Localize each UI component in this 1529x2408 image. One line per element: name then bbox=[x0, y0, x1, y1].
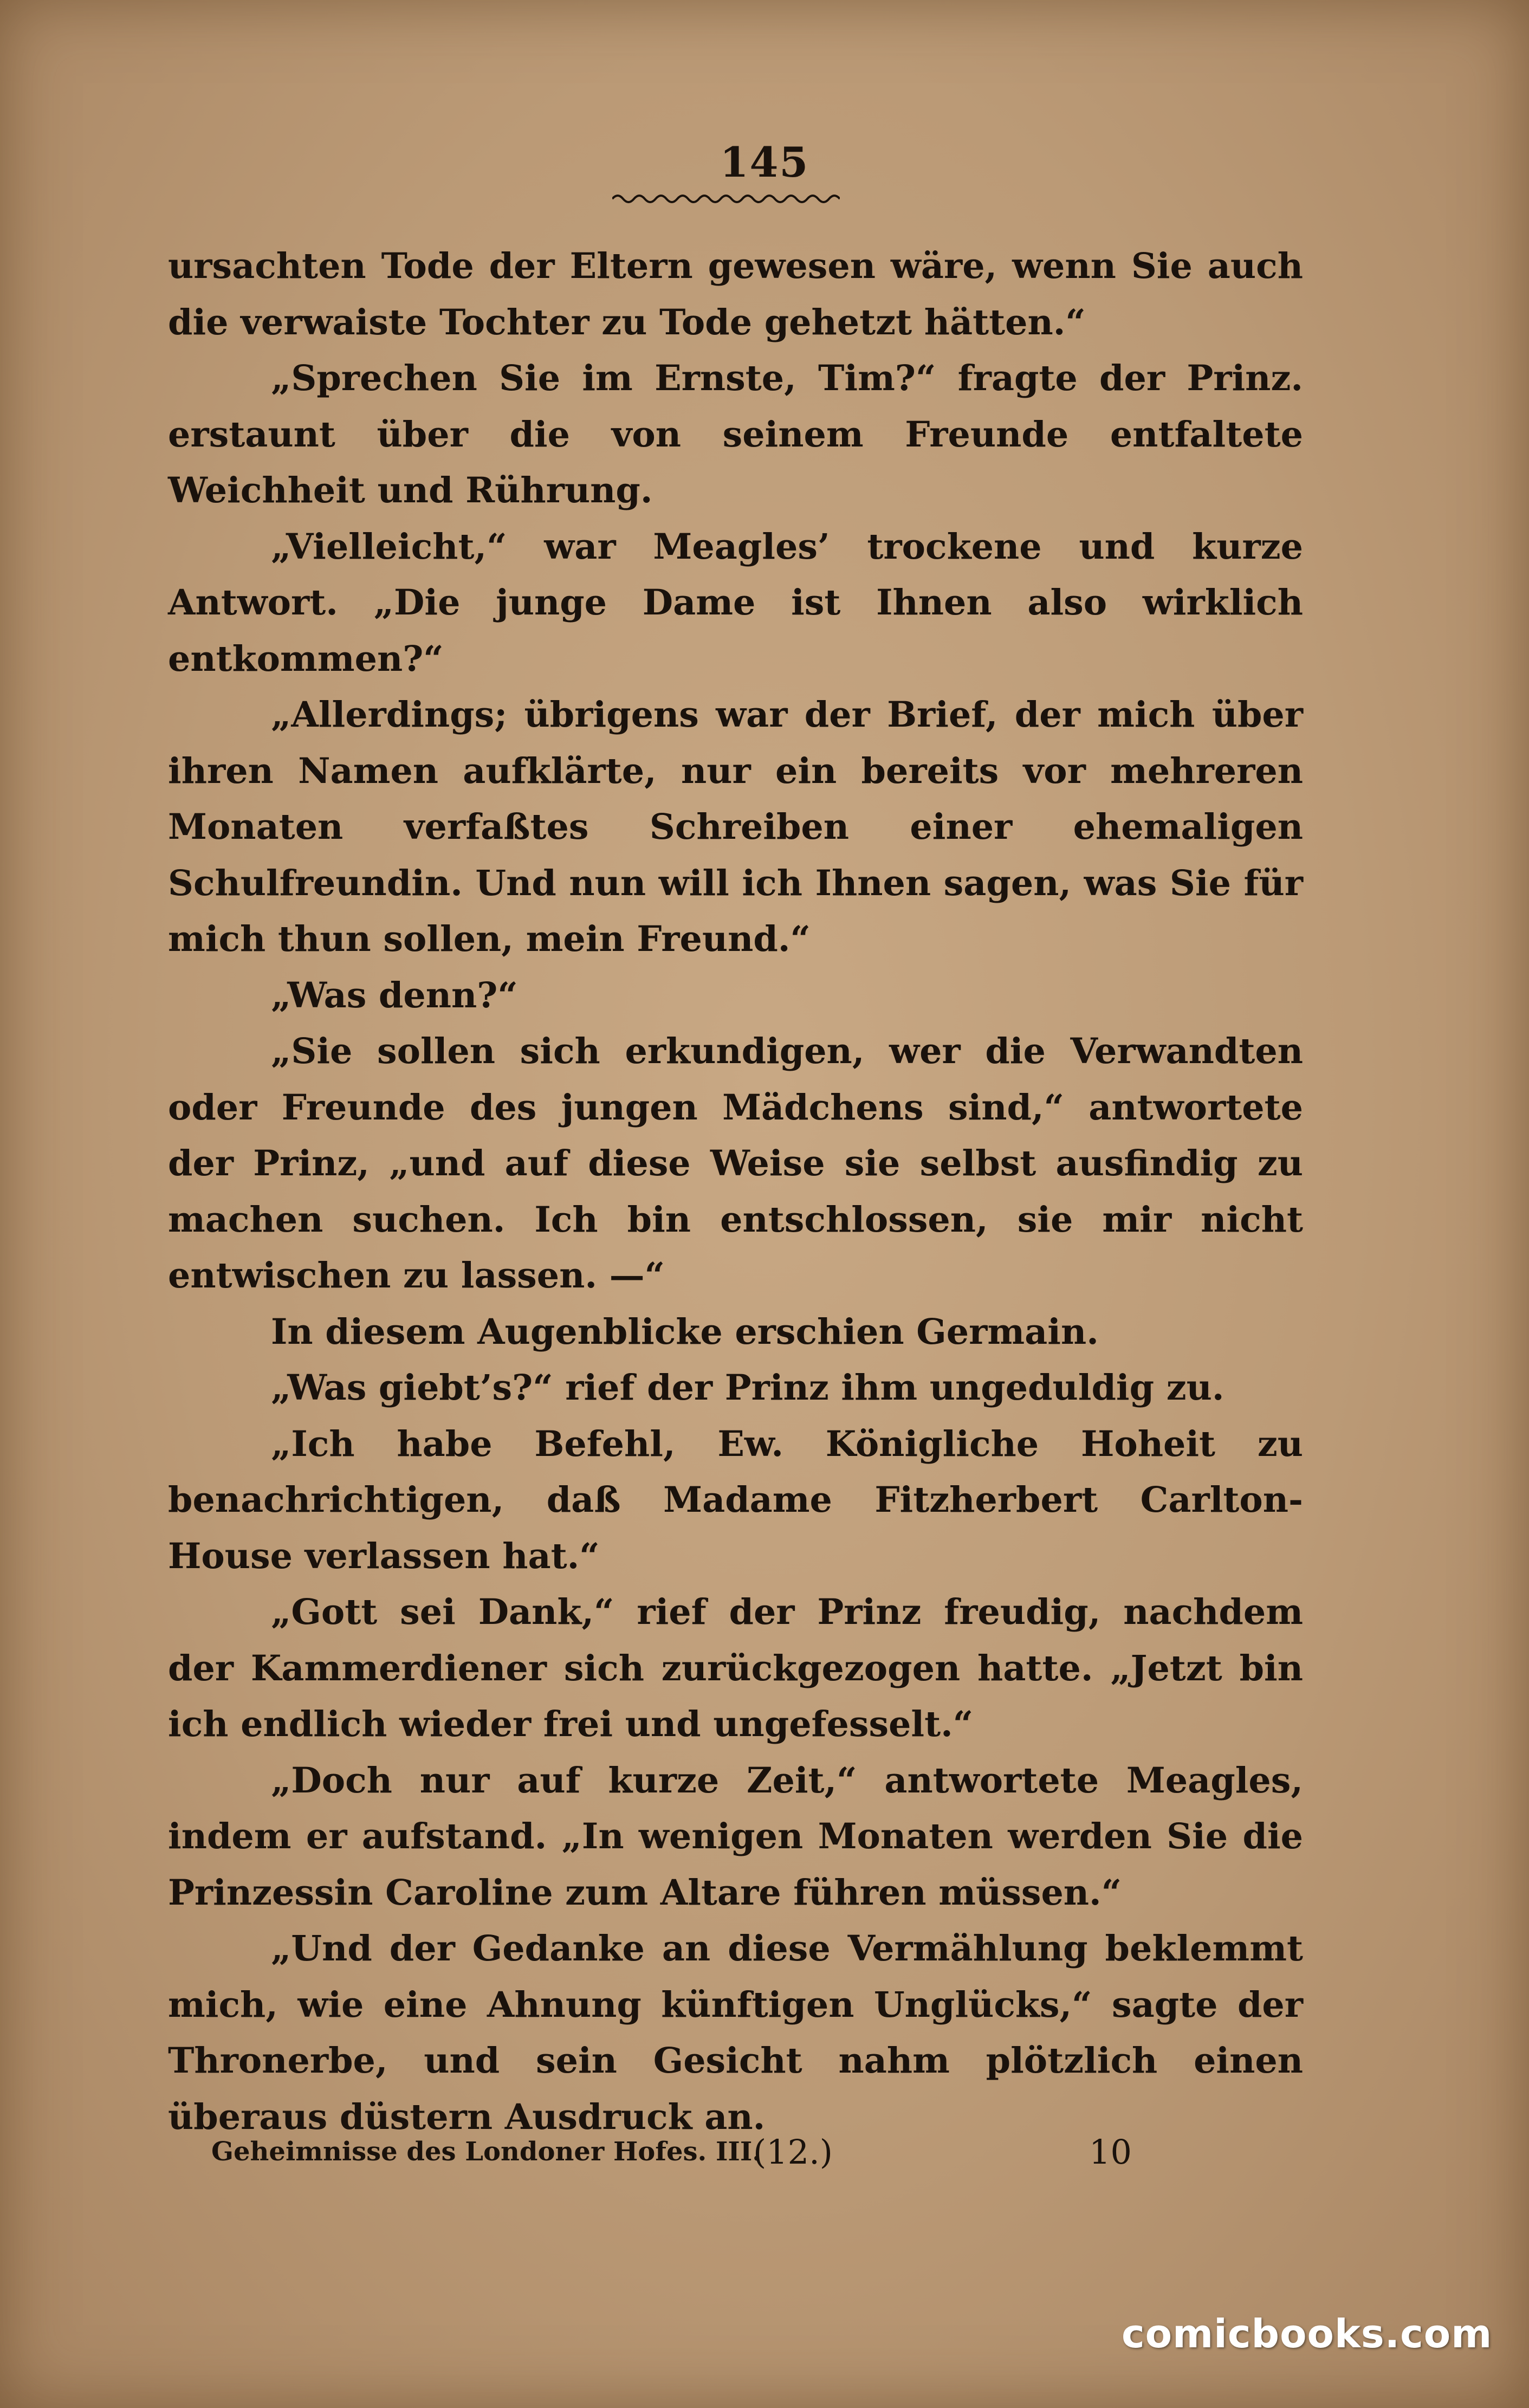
footer-book-title: Geheimnisse des Londoner Hofes. III. bbox=[211, 2137, 762, 2167]
wavy-ornament-divider bbox=[612, 191, 840, 207]
paragraph: In diesem Augenblicke erschien Germain. bbox=[271, 1311, 1099, 1352]
paragraph: „Und der Gedanke an diese Vermählung beklemmt mich, wie eine Ahnung künftigen Unglücks,“ sagte der Thronerbe, und sein Gesicht nahm plötzlich einen überaus düstern Ausdruck an. bbox=[168, 1928, 1303, 2138]
paragraph: ursachten Tode der Eltern gewesen wäre, wenn Sie auch die verwaiste Tochter zu Tode gehetzt hätten.“ bbox=[168, 245, 1303, 343]
page-number: 145 bbox=[720, 138, 809, 186]
paragraph: „Ich habe Befehl, Ew. Königliche Hoheit zu benachrichtigen, daß Madame Fitzherbert Carlton-House verlassen hat.“ bbox=[168, 1423, 1303, 1577]
watermark-text: comicbooks.com bbox=[1122, 2311, 1493, 2357]
paragraph: „Sprechen Sie im Ernste, Tim?“ fragte der Prinz. erstaunt über die von seinem Freunde entfaltete Weichheit und Rührung. bbox=[168, 358, 1303, 511]
paragraph: „Allerdings; übrigens war der Brief, der mich über ihren Namen aufklärte, nur ein bereits vor mehreren Monaten verfaßtes Schreiben einer ehemaligen Schulfreundin. Und nun will ich Ihnen sagen, was Sie für mich thun sollen, mein Freund.“ bbox=[168, 694, 1303, 960]
footer-signature-mark: (12.) bbox=[753, 2132, 833, 2172]
page-footer bbox=[211, 2132, 1187, 2181]
paragraph: „Was giebt’s?“ rief der Prinz ihm ungeduldig zu. bbox=[271, 1367, 1225, 1408]
paragraph: „Gott sei Dank,“ rief der Prinz freudig, nachdem der Kammerdiener sich zurückgezogen hatte. „Jetzt bin ich endlich wieder frei und ungefesselt.“ bbox=[168, 1591, 1303, 1745]
paragraph: „Vielleicht,“ war Meagles’ trockene und kurze Antwort. „Die junge Dame ist Ihnen also wirklich entkommen?“ bbox=[168, 526, 1303, 679]
paragraph: „Was denn?“ bbox=[271, 974, 518, 1016]
footer-sheet-number: 10 bbox=[1089, 2132, 1132, 2172]
body-text bbox=[168, 238, 1303, 2145]
paragraph: „Doch nur auf kurze Zeit,“ antwortete Meagles, indem er aufstand. „In wenigen Monaten werden Sie die Prinzessin Caroline zum Altare führen müssen.“ bbox=[168, 1759, 1303, 1913]
paragraph: „Sie sollen sich erkundigen, wer die Verwandten oder Freunde des jungen Mädchens sind,“ antwortete der Prinz, „und auf diese Weise sie selbst ausfindig zu machen suchen. Ich bin entschlossen, sie mir nicht entwischen zu lassen. —“ bbox=[168, 1031, 1303, 1296]
